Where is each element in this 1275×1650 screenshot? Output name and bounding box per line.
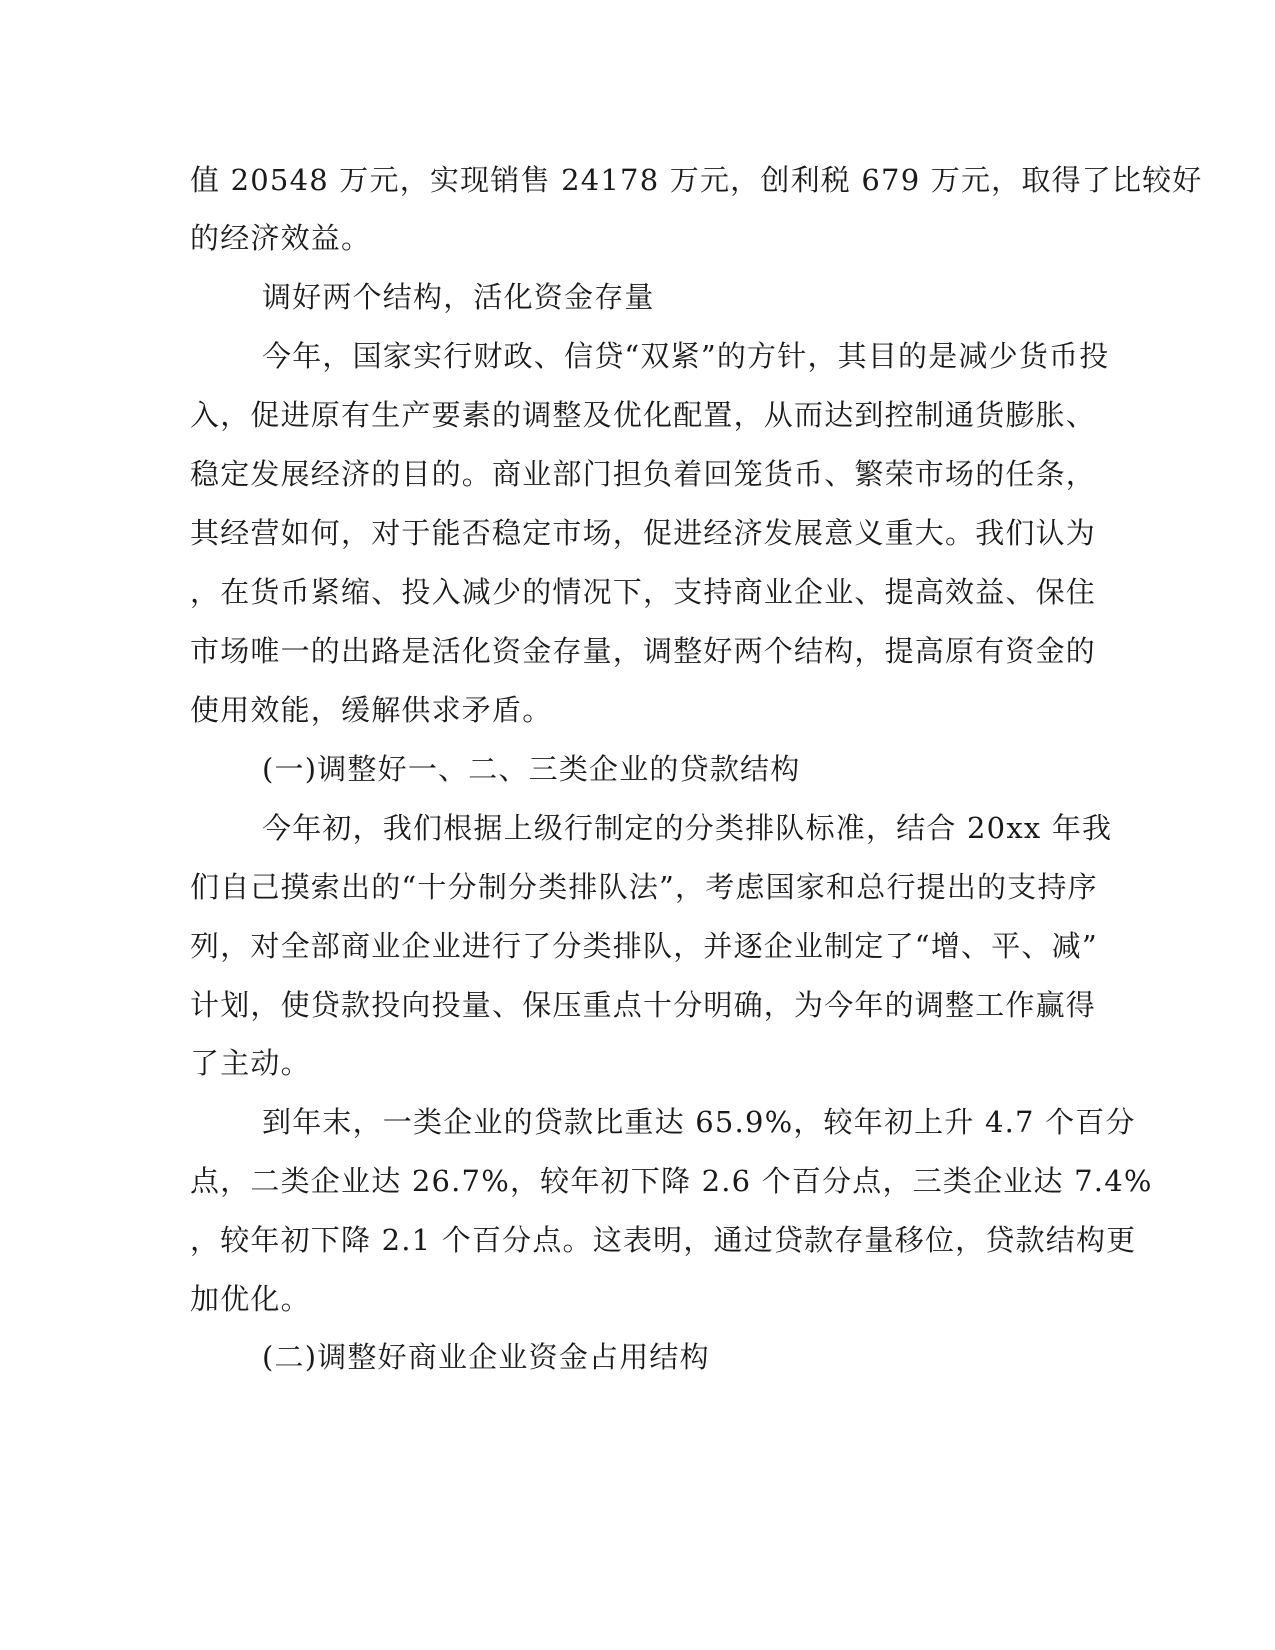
text-line: 值 20548 万元，实现销售 24178 万元，创利税 679 万元，取得了比较好 — [190, 163, 1203, 197]
text-line: 使用效能，缓解供求矛盾。 — [190, 693, 553, 727]
text-line: 列，对全部商业企业进行了分类排队，并逐企业制定了“增、平、减” — [190, 929, 1098, 963]
text-line: 今年，国家实行财政、信贷“双紧”的方针，其目的是减少货币投 — [262, 339, 1110, 373]
text-line: 稳定发展经济的目的。商业部门担负着回笼货币、繁荣市场的任条， — [190, 457, 1097, 491]
text-line: ，在货币紧缩、投入减少的情况下，支持商业企业、提高效益、保住 — [190, 575, 1097, 609]
text-line: 到年末，一类企业的贷款比重达 65.9%，较年初上升 4.7 个百分 — [262, 1105, 1136, 1139]
text-line: 其经营如何，对于能否稳定市场，促进经济发展意义重大。我们认为 — [190, 516, 1097, 550]
subsection-heading: (一)调整好一、二、三类企业的贷款结构 — [262, 752, 801, 786]
text-line: 们自己摸索出的“十分制分类排队法”，考虑国家和总行提出的支持序 — [190, 870, 1098, 904]
text-line: 计划，使贷款投向投量、保压重点十分明确，为今年的调整工作赢得 — [190, 988, 1097, 1022]
text-line: 市场唯一的出路是活化资金存量，调整好两个结构，提高原有资金的 — [190, 634, 1097, 668]
text-line: 的经济效益。 — [190, 221, 372, 255]
text-line: 了主动。 — [190, 1046, 311, 1080]
section-heading: 调好两个结构，活化资金存量 — [262, 280, 655, 314]
text-line: 点，二类企业达 26.7%，较年初下降 2.6 个百分点，三类企业达 7.4% — [190, 1164, 1153, 1198]
text-line: 加优化。 — [190, 1282, 311, 1316]
text-line: ，较年初下降 2.1 个百分点。这表明，通过贷款存量移位，贷款结构更 — [190, 1223, 1137, 1257]
subsection-heading: (二)调整好商业企业资金占用结构 — [262, 1340, 710, 1374]
text-line: 今年初，我们根据上级行制定的分类排队标准，结合 20xx 年我 — [262, 811, 1113, 845]
text-line: 入，促进原有生产要素的调整及优化配置，从而达到控制通货膨胀、 — [190, 398, 1097, 432]
